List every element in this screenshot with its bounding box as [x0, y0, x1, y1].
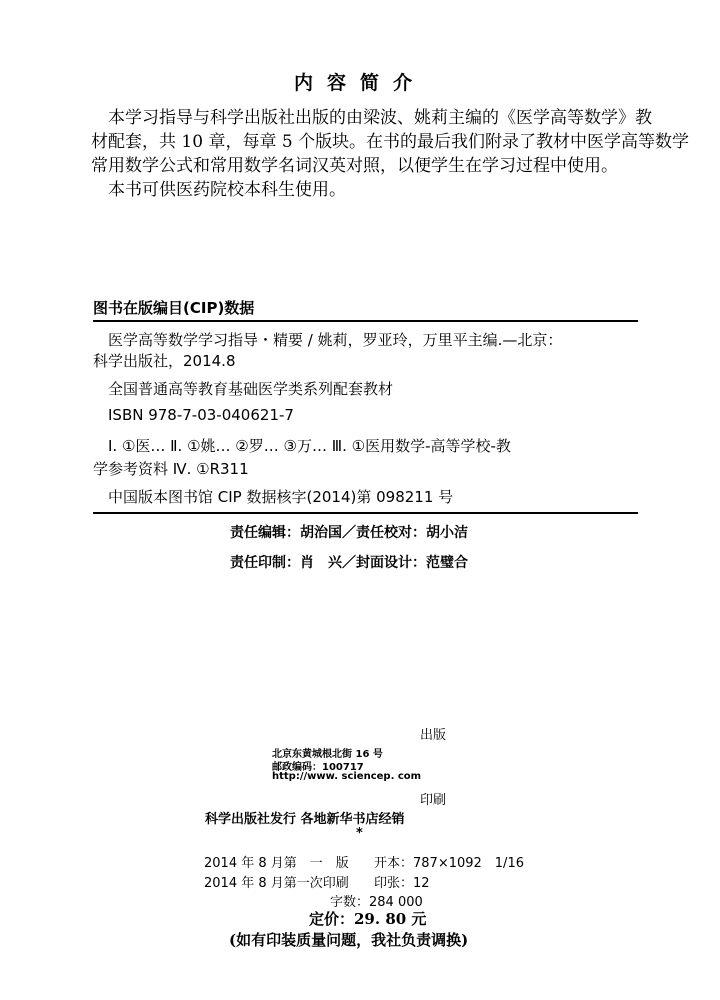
cip-verification: 中国版本图书馆 CIP 数据核字(2014)第 098211 号 — [108, 488, 454, 506]
publisher-website: http://www. sciencep. com — [272, 771, 422, 782]
separator-star: * — [356, 826, 363, 841]
cip-top-rule — [93, 320, 638, 322]
cip-title-line-1: 医学高等数学学习指导・精要 / 姚莉，罗亚玲，万里平主编.—北京： — [108, 331, 563, 349]
cip-subject-line-2: 学参考资料 Ⅳ. ①R311 — [93, 460, 249, 478]
publisher-label: 出版 — [420, 728, 447, 743]
cip-series: 全国普通高等教育基础医学类系列配套教材 — [108, 380, 394, 398]
format-line: 开本：787×1092 1/16 — [374, 856, 524, 871]
cip-title-line-2: 科学出版社，2014.8 — [93, 352, 236, 370]
printer-label: 印刷 — [420, 793, 447, 808]
cip-isbn: ISBN 978-7-03-040621-7 — [108, 406, 294, 424]
cip-heading: 图书在版编目(CIP)数据 — [93, 299, 255, 317]
printing-line: 2014 年 8 月第一次印刷 — [204, 876, 349, 891]
summary-line-1: 本学习指导与科学出版社出版的由梁波、姚莉主编的《医学高等数学》教 — [108, 108, 652, 128]
summary-line-3: 常用数学公式和常用数学名词汉英对照，以便学生在学习过程中使用。 — [91, 156, 618, 176]
staff-production: 责任印制：肖 兴／封面设计：范璧合 — [230, 555, 468, 571]
word-count: 字数：284 000 — [330, 895, 423, 910]
edition-line: 2014 年 8 月第 一 版 — [204, 856, 349, 871]
cip-bottom-rule — [93, 512, 638, 514]
summary-line-2: 材配套，共 10 章，每章 5 个版块。在书的最后我们附录了教材中医学高等数学 — [91, 132, 690, 152]
price: 定价：29. 80 元 — [309, 910, 427, 928]
page-title: 内容简介 — [293, 72, 426, 94]
publisher-address: 北京东黄城根北街 16 号 — [272, 749, 383, 760]
publisher-postcode: 邮政编码：100717 — [272, 762, 364, 773]
sheets-line: 印张：12 — [374, 876, 430, 891]
quality-notice: (如有印装质量问题，我社负责调换) — [229, 931, 469, 949]
cip-subject-line-1: Ⅰ. ①医… Ⅱ. ①姚… ②罗… ③万… Ⅲ. ①医用数学-高等学校-教 — [108, 437, 511, 455]
distribution-line: 科学出版社发行 各地新华书店经销 — [205, 812, 405, 827]
staff-editors: 责任编辑：胡治国／责任校对：胡小洁 — [230, 525, 468, 541]
summary-line-4: 本书可供医药院校本科生使用。 — [108, 180, 346, 200]
